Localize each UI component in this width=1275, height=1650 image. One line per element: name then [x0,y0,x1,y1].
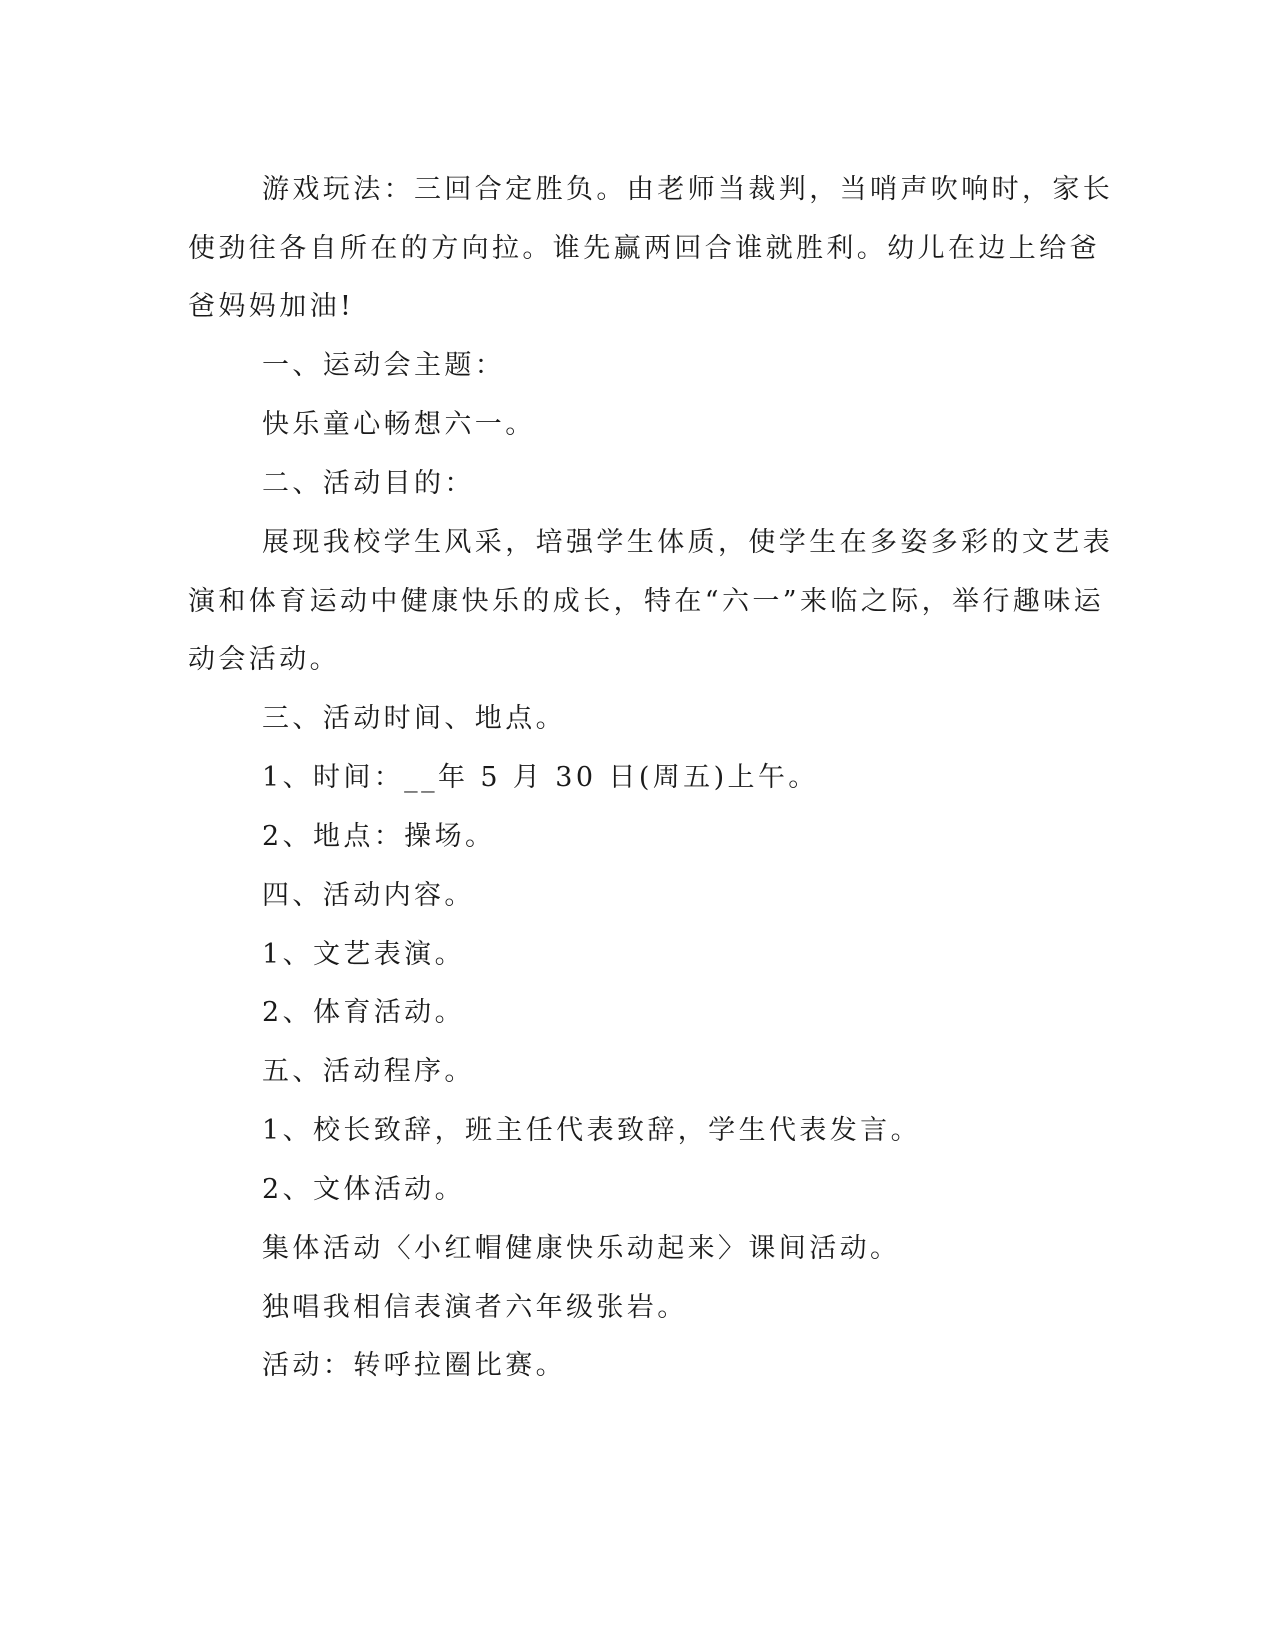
paragraph-line: 爸妈妈加油! [188,291,355,322]
list-item: 2、文体活动。 [262,1174,465,1205]
paragraph-line: 使劲往各自所在的方向拉。谁先赢两回合谁就胜利。幼儿在边上给爸 [188,233,1100,264]
paragraph-line: 游戏玩法：三回合定胜负。由老师当裁判，当哨声吹响时，家长 [262,174,1114,205]
section-heading: 二、活动目的： [262,468,475,499]
section-heading: 三、活动时间、地点。 [262,703,566,734]
list-item: 2、体育活动。 [262,997,465,1028]
list-item: 1、文艺表演。 [262,939,465,970]
paragraph-line: 动会活动。 [188,644,340,675]
paragraph-line: 展现我校学生风采，培强学生体质，使学生在多姿多彩的文艺表 [262,527,1114,558]
paragraph-line: 活动：转呼拉圈比赛。 [262,1350,566,1381]
paragraph-line: 独唱我相信表演者六年级张岩。 [262,1292,688,1323]
list-item: 2、地点：操场。 [262,821,496,852]
paragraph-line: 集体活动〈小红帽健康快乐动起来〉课间活动。 [262,1233,901,1264]
section-heading: 五、活动程序。 [262,1056,475,1087]
paragraph-line: 快乐童心畅想六一。 [262,409,536,440]
section-heading: 四、活动内容。 [262,880,475,911]
list-item: 1、时间：__年 5 月 30 日(周五)上午。 [262,762,819,793]
section-heading: 一、运动会主题： [262,350,506,381]
list-item: 1、校长致辞，班主任代表致辞，学生代表发言。 [262,1115,921,1146]
paragraph-line: 演和体育运动中健康快乐的成长，特在“六一”来临之际，举行趣味运 [188,586,1105,617]
